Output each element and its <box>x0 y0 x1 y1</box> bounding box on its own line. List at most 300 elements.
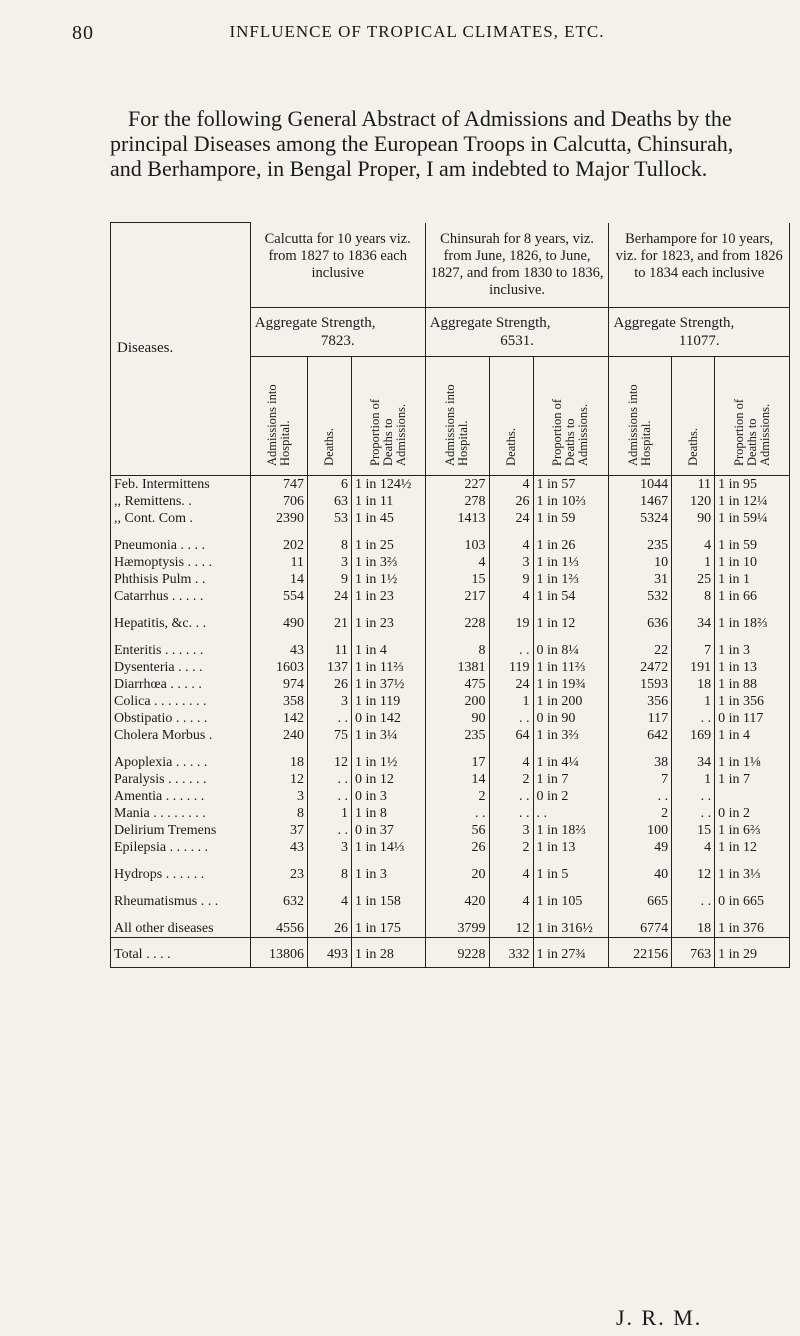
table-cell: 1 in 14⅓ <box>351 839 425 856</box>
table-cell: 1 in 105 <box>533 893 609 910</box>
table-cell: 235 <box>425 727 489 744</box>
table-cell: 15 <box>672 822 715 839</box>
table-cell: . . <box>672 805 715 822</box>
table-cell: 90 <box>425 710 489 727</box>
spacer-cell <box>489 856 533 866</box>
table-cell: 202 <box>250 537 307 554</box>
table-cell: 12 <box>250 771 307 788</box>
spacer-cell <box>307 632 351 642</box>
signature: J. R. M. <box>616 1305 703 1330</box>
table-cell: 49 <box>609 839 672 856</box>
row-spacer <box>111 910 790 920</box>
table-cell: . . <box>307 822 351 839</box>
spacer-cell <box>489 910 533 920</box>
table-cell: 0 in 142 <box>351 710 425 727</box>
spacer-cell <box>533 605 609 615</box>
table-cell: 18 <box>250 754 307 771</box>
table-cell: 1 in 200 <box>533 693 609 710</box>
spacer-cell <box>672 856 715 866</box>
spacer-cell <box>351 632 425 642</box>
table-row <box>111 493 790 510</box>
disease-name: Cholera Morbus . <box>111 727 251 744</box>
table-cell: 0 in 12 <box>351 771 425 788</box>
table-cell: 1 in 4 <box>715 727 790 744</box>
spacer-cell <box>425 883 489 893</box>
spacer-cell <box>609 910 672 920</box>
table-cell: 169 <box>672 727 715 744</box>
table-cell: 10 <box>609 554 672 571</box>
spacer-cell <box>307 605 351 615</box>
disease-name: All other diseases <box>111 920 251 938</box>
table-cell: 26 <box>307 676 351 693</box>
table-cell: 1 in 57 <box>533 475 609 493</box>
table-row <box>111 710 790 727</box>
table-cell: 1 in 376 <box>715 920 790 938</box>
col-proportion-chinsurah: Proportion of Deaths to Admissions. <box>533 356 609 475</box>
strength-label: Aggregate Strength, <box>429 314 551 331</box>
table-cell: 1 in 4¼ <box>533 754 609 771</box>
spacer-cell <box>425 910 489 920</box>
spacer-cell <box>715 527 790 537</box>
table-cell: 1 <box>672 554 715 571</box>
table-cell: 117 <box>609 710 672 727</box>
strength-calcutta <box>250 307 425 356</box>
disease-name: Hydrops . . . . . . <box>111 866 251 883</box>
table-cell: 9 <box>489 571 533 588</box>
spacer-cell <box>111 856 251 866</box>
table-cell: 56 <box>425 822 489 839</box>
table-cell: 554 <box>250 588 307 605</box>
disease-name: Rheumatismus . . . <box>111 893 251 910</box>
table-cell: 38 <box>609 754 672 771</box>
table-cell: 1 in 8 <box>351 805 425 822</box>
table-cell: 11 <box>307 642 351 659</box>
table-cell: 43 <box>250 642 307 659</box>
spacer-cell <box>672 527 715 537</box>
total-cell: 763 <box>672 937 715 967</box>
table-cell: . . <box>672 710 715 727</box>
spacer-cell <box>489 605 533 615</box>
table-cell: 26 <box>489 493 533 510</box>
table-cell: 1 <box>672 771 715 788</box>
total-row <box>111 937 790 967</box>
table-cell: 1 in 175 <box>351 920 425 938</box>
table-cell: 9 <box>307 571 351 588</box>
spacer-cell <box>250 632 307 642</box>
table-cell: . . <box>489 805 533 822</box>
strength-berhampore <box>609 307 790 356</box>
total-cell: 22156 <box>609 937 672 967</box>
table-cell: 490 <box>250 615 307 632</box>
table-cell: 11 <box>250 554 307 571</box>
table-cell: 63 <box>307 493 351 510</box>
table-cell: 3 <box>307 693 351 710</box>
total-label: Total . . . . <box>111 937 251 967</box>
table-cell: 532 <box>609 588 672 605</box>
table-cell: 0 in 8¼ <box>533 642 609 659</box>
table-cell: 706 <box>250 493 307 510</box>
table-cell: 1 in 7 <box>533 771 609 788</box>
table-cell: 1 in 1⅛ <box>715 754 790 771</box>
table-cell: 2 <box>489 771 533 788</box>
station-heading-calcutta: Calcutta for 10 years viz. from 1827 to 1836 each inclusive <box>250 223 425 308</box>
table-cell: 4 <box>489 754 533 771</box>
table-cell: 1 in 316½ <box>533 920 609 938</box>
table-cell: 142 <box>250 710 307 727</box>
spacer-cell <box>609 605 672 615</box>
spacer-cell <box>351 883 425 893</box>
table-cell: 64 <box>489 727 533 744</box>
spacer-cell <box>609 856 672 866</box>
strength-chinsurah <box>425 307 609 356</box>
table-cell: 25 <box>672 571 715 588</box>
table-cell: 12 <box>307 754 351 771</box>
table-cell: 24 <box>489 510 533 527</box>
table-cell: 12 <box>672 866 715 883</box>
table-cell: 1 in 119 <box>351 693 425 710</box>
table-cell: 2390 <box>250 510 307 527</box>
spacer-cell <box>672 910 715 920</box>
col-proportion-berhampore: Proportion of Deaths to Admissions. <box>715 356 790 475</box>
spacer-cell <box>111 744 251 754</box>
table-cell: 37 <box>250 822 307 839</box>
table-cell: 26 <box>307 920 351 938</box>
intro-paragraph: For the following General Abstract of Admissions and Deaths by the principal Diseases among the European Troops in Calcutta, Chinsurah, and Berhampore, in Bengal Proper, I am indebted to Major Tullock. <box>110 106 734 181</box>
table-cell: 8 <box>250 805 307 822</box>
table-cell: 1 in 18⅔ <box>533 822 609 839</box>
spacer-cell <box>250 910 307 920</box>
table-cell: . . <box>489 710 533 727</box>
table-row <box>111 615 790 632</box>
table-cell: 34 <box>672 754 715 771</box>
spacer-cell <box>425 527 489 537</box>
table-cell: 100 <box>609 822 672 839</box>
table-cell: 2 <box>609 805 672 822</box>
spacer-cell <box>533 910 609 920</box>
disease-name: Feb. Intermittens <box>111 475 251 493</box>
spacer-cell <box>351 605 425 615</box>
disease-name: Phthisis Pulm . . <box>111 571 251 588</box>
disease-name: Paralysis . . . . . . <box>111 771 251 788</box>
table-cell: 1 in 3⅓ <box>715 866 790 883</box>
table-cell: 1 in 54 <box>533 588 609 605</box>
col-admissions-berhampore: Admissions into Hospital. <box>609 356 672 475</box>
col-deaths-calcutta: Deaths. <box>307 356 351 475</box>
spacer-cell <box>715 883 790 893</box>
spacer-cell <box>489 883 533 893</box>
table-cell: 1467 <box>609 493 672 510</box>
table-cell: 4 <box>489 537 533 554</box>
disease-name: Delirium Tremens <box>111 822 251 839</box>
table-row <box>111 676 790 693</box>
table-cell: 227 <box>425 475 489 493</box>
disease-name: ,, Remittens. . <box>111 493 251 510</box>
disease-name: Mania . . . . . . . . <box>111 805 251 822</box>
table-cell: 22 <box>609 642 672 659</box>
table-cell: 0 in 117 <box>715 710 790 727</box>
table-cell: 1 in 12 <box>533 615 609 632</box>
page-number: 80 <box>72 22 94 44</box>
table-cell: 1 in 26 <box>533 537 609 554</box>
spacer-cell <box>489 744 533 754</box>
total-cell: 1 in 28 <box>351 937 425 967</box>
table-cell: 31 <box>609 571 672 588</box>
disease-name: Diarrhœa . . . . . <box>111 676 251 693</box>
table-cell: 475 <box>425 676 489 693</box>
table-cell: 1 in 356 <box>715 693 790 710</box>
table-cell: 1 <box>489 693 533 710</box>
disease-name: ,, Cont. Com . <box>111 510 251 527</box>
table-cell: 1 in 158 <box>351 893 425 910</box>
table-cell: 2 <box>425 788 489 805</box>
spacer-cell <box>533 856 609 866</box>
table-cell: 1 in 18⅔ <box>715 615 790 632</box>
total-cell: 1 in 27¾ <box>533 937 609 967</box>
table-cell: 1 in 45 <box>351 510 425 527</box>
running-head <box>72 22 762 42</box>
table-cell: 24 <box>307 588 351 605</box>
table-cell: 1381 <box>425 659 489 676</box>
table-cell: 1413 <box>425 510 489 527</box>
table-cell: 19 <box>489 615 533 632</box>
disease-name: Amentia . . . . . . <box>111 788 251 805</box>
table-cell: 0 in 37 <box>351 822 425 839</box>
table-cell: 191 <box>672 659 715 676</box>
table-cell: 1 <box>307 805 351 822</box>
spacer-cell <box>307 527 351 537</box>
col-proportion-calcutta: Proportion of Deaths to Admissions. <box>351 356 425 475</box>
table-row <box>111 554 790 571</box>
spacer-cell <box>715 856 790 866</box>
table-cell: 1 in 19¾ <box>533 676 609 693</box>
table-cell: 1 in 5 <box>533 866 609 883</box>
table-cell: 747 <box>250 475 307 493</box>
spacer-cell <box>111 632 251 642</box>
row-spacer <box>111 605 790 615</box>
total-cell: 493 <box>307 937 351 967</box>
table-cell: 0 in 90 <box>533 710 609 727</box>
table-cell: 3 <box>489 822 533 839</box>
disease-name: Epilepsia . . . . . . <box>111 839 251 856</box>
spacer-cell <box>307 910 351 920</box>
table-cell: 636 <box>609 615 672 632</box>
spacer-cell <box>425 744 489 754</box>
table-cell: 1 in 95 <box>715 475 790 493</box>
table-cell: 1593 <box>609 676 672 693</box>
table-cell: 1 in 12¼ <box>715 493 790 510</box>
table-cell: 0 in 665 <box>715 893 790 910</box>
diseases-heading: Diseases. <box>111 223 251 476</box>
table-cell: 228 <box>425 615 489 632</box>
spacer-cell <box>351 527 425 537</box>
spacer-cell <box>111 527 251 537</box>
table-row <box>111 642 790 659</box>
table-row <box>111 510 790 527</box>
table-row <box>111 893 790 910</box>
table-cell: 14 <box>250 571 307 588</box>
station-heading-berhampore: Berhampore for 10 years, viz. for 1823, and from 1826 to 1834 each inclusive <box>609 223 790 308</box>
table-cell: 1 in 13 <box>715 659 790 676</box>
spacer-cell <box>715 910 790 920</box>
table-row <box>111 475 790 493</box>
table-cell: 1 in 59¼ <box>715 510 790 527</box>
table-cell: 5324 <box>609 510 672 527</box>
table-cell: 7 <box>672 642 715 659</box>
table-row <box>111 537 790 554</box>
table-cell <box>715 788 790 805</box>
col-admissions-calcutta: Admissions into Hospital. <box>250 356 307 475</box>
table-cell: 240 <box>250 727 307 744</box>
col-deaths-chinsurah: Deaths. <box>489 356 533 475</box>
table-cell: 1 in 13 <box>533 839 609 856</box>
table-cell: 1 in 12 <box>715 839 790 856</box>
row-spacer <box>111 883 790 893</box>
spacer-cell <box>425 632 489 642</box>
table-cell: 1 in 1½ <box>351 754 425 771</box>
table-cell: 1 in 1⅔ <box>533 571 609 588</box>
strength-label: Aggregate Strength, <box>613 314 735 331</box>
spacer-cell <box>111 910 251 920</box>
spacer-cell <box>307 744 351 754</box>
spacer-cell <box>533 744 609 754</box>
table-cell: 1 in 3¼ <box>351 727 425 744</box>
table-cell: 665 <box>609 893 672 910</box>
table-cell: . . <box>672 788 715 805</box>
spacer-cell <box>307 856 351 866</box>
table-cell: 6774 <box>609 920 672 938</box>
table-cell: 4 <box>489 893 533 910</box>
table-cell: . . <box>672 893 715 910</box>
table-cell: 1 in 1⅓ <box>533 554 609 571</box>
station-heading-chinsurah: Chinsurah for 8 years, viz. from June, 1826, to June, 1827, and from 1830 to 1836, inclusive. <box>425 223 609 308</box>
disease-name: Catarrhus . . . . . <box>111 588 251 605</box>
table-cell: 1 in 25 <box>351 537 425 554</box>
table-cell: 21 <box>307 615 351 632</box>
table-cell: 1 in 3 <box>715 642 790 659</box>
table-cell: 356 <box>609 693 672 710</box>
table-cell: 358 <box>250 693 307 710</box>
table-row <box>111 788 790 805</box>
table-cell: 1 in 124½ <box>351 475 425 493</box>
disease-name: Enteritis . . . . . . <box>111 642 251 659</box>
table-cell: 12 <box>489 920 533 938</box>
table-cell: 1 in 11 <box>351 493 425 510</box>
table-cell: 3 <box>307 554 351 571</box>
table-cell: 103 <box>425 537 489 554</box>
table-cell: 1 in 1 <box>715 571 790 588</box>
table-cell: 1 in 3⅔ <box>533 727 609 744</box>
table-cell: 8 <box>307 866 351 883</box>
table-row <box>111 839 790 856</box>
spacer-cell <box>250 527 307 537</box>
strength-label: Aggregate Strength, <box>254 314 376 331</box>
table-cell: 0 in 2 <box>533 788 609 805</box>
table-row <box>111 571 790 588</box>
row-spacer <box>111 527 790 537</box>
spacer-cell <box>250 856 307 866</box>
spacer-cell <box>715 605 790 615</box>
table-cell: 1 in 66 <box>715 588 790 605</box>
table-cell: 3 <box>307 839 351 856</box>
table-cell: 18 <box>672 920 715 938</box>
table-cell: 632 <box>250 893 307 910</box>
table-cell: 137 <box>307 659 351 676</box>
table-cell: 24 <box>489 676 533 693</box>
table-cell: 4 <box>489 866 533 883</box>
row-spacer <box>111 744 790 754</box>
spacer-cell <box>250 744 307 754</box>
table-row <box>111 754 790 771</box>
table-cell: 15 <box>425 571 489 588</box>
table-cell: 974 <box>250 676 307 693</box>
table-cell: 1 in 1½ <box>351 571 425 588</box>
table-body <box>111 475 790 937</box>
spacer-cell <box>425 856 489 866</box>
spacer-cell <box>715 744 790 754</box>
table-cell: 200 <box>425 693 489 710</box>
spacer-cell <box>672 744 715 754</box>
table-cell: 1 in 59 <box>715 537 790 554</box>
table-cell: 18 <box>672 676 715 693</box>
spacer-cell <box>351 744 425 754</box>
table-cell: 23 <box>250 866 307 883</box>
table-cell: 7 <box>609 771 672 788</box>
table-cell: . . <box>489 788 533 805</box>
spacer-cell <box>715 632 790 642</box>
spacer-cell <box>111 605 251 615</box>
table-cell: 40 <box>609 866 672 883</box>
table-row <box>111 727 790 744</box>
table-cell: 20 <box>425 866 489 883</box>
table-cell: 53 <box>307 510 351 527</box>
total-cell: 1 in 29 <box>715 937 790 967</box>
table-row <box>111 920 790 938</box>
total-cell: 332 <box>489 937 533 967</box>
table-cell: 0 in 2 <box>715 805 790 822</box>
strength-value: 7823. <box>320 332 355 349</box>
spacer-cell <box>351 856 425 866</box>
spacer-cell <box>672 605 715 615</box>
table-cell: . . <box>307 710 351 727</box>
table-cell: 3799 <box>425 920 489 938</box>
spacer-cell <box>425 605 489 615</box>
table-cell: 1 in 4 <box>351 642 425 659</box>
disease-name: Obstipatio . . . . . <box>111 710 251 727</box>
table-cell: 1044 <box>609 475 672 493</box>
table-cell: 120 <box>672 493 715 510</box>
abstract-table <box>110 222 790 968</box>
table-cell: 4 <box>307 893 351 910</box>
table-cell: 0 in 3 <box>351 788 425 805</box>
table-cell: 8 <box>307 537 351 554</box>
disease-name: Apoplexia . . . . . <box>111 754 251 771</box>
table-cell: 1 in 37½ <box>351 676 425 693</box>
table-cell: 4556 <box>250 920 307 938</box>
spacer-cell <box>533 527 609 537</box>
spacer-cell <box>609 527 672 537</box>
running-title: INFLUENCE OF TROPICAL CLIMATES, ETC. <box>229 22 605 41</box>
table-cell: 1 in 10 <box>715 554 790 571</box>
table-cell: 1 in 6⅔ <box>715 822 790 839</box>
spacer-cell <box>609 883 672 893</box>
disease-name: Pneumonia . . . . <box>111 537 251 554</box>
table-cell: 1 in 7 <box>715 771 790 788</box>
spacer-cell <box>533 632 609 642</box>
table-cell: 4 <box>425 554 489 571</box>
spacer-cell <box>307 883 351 893</box>
table-cell: 8 <box>425 642 489 659</box>
table-cell: 43 <box>250 839 307 856</box>
